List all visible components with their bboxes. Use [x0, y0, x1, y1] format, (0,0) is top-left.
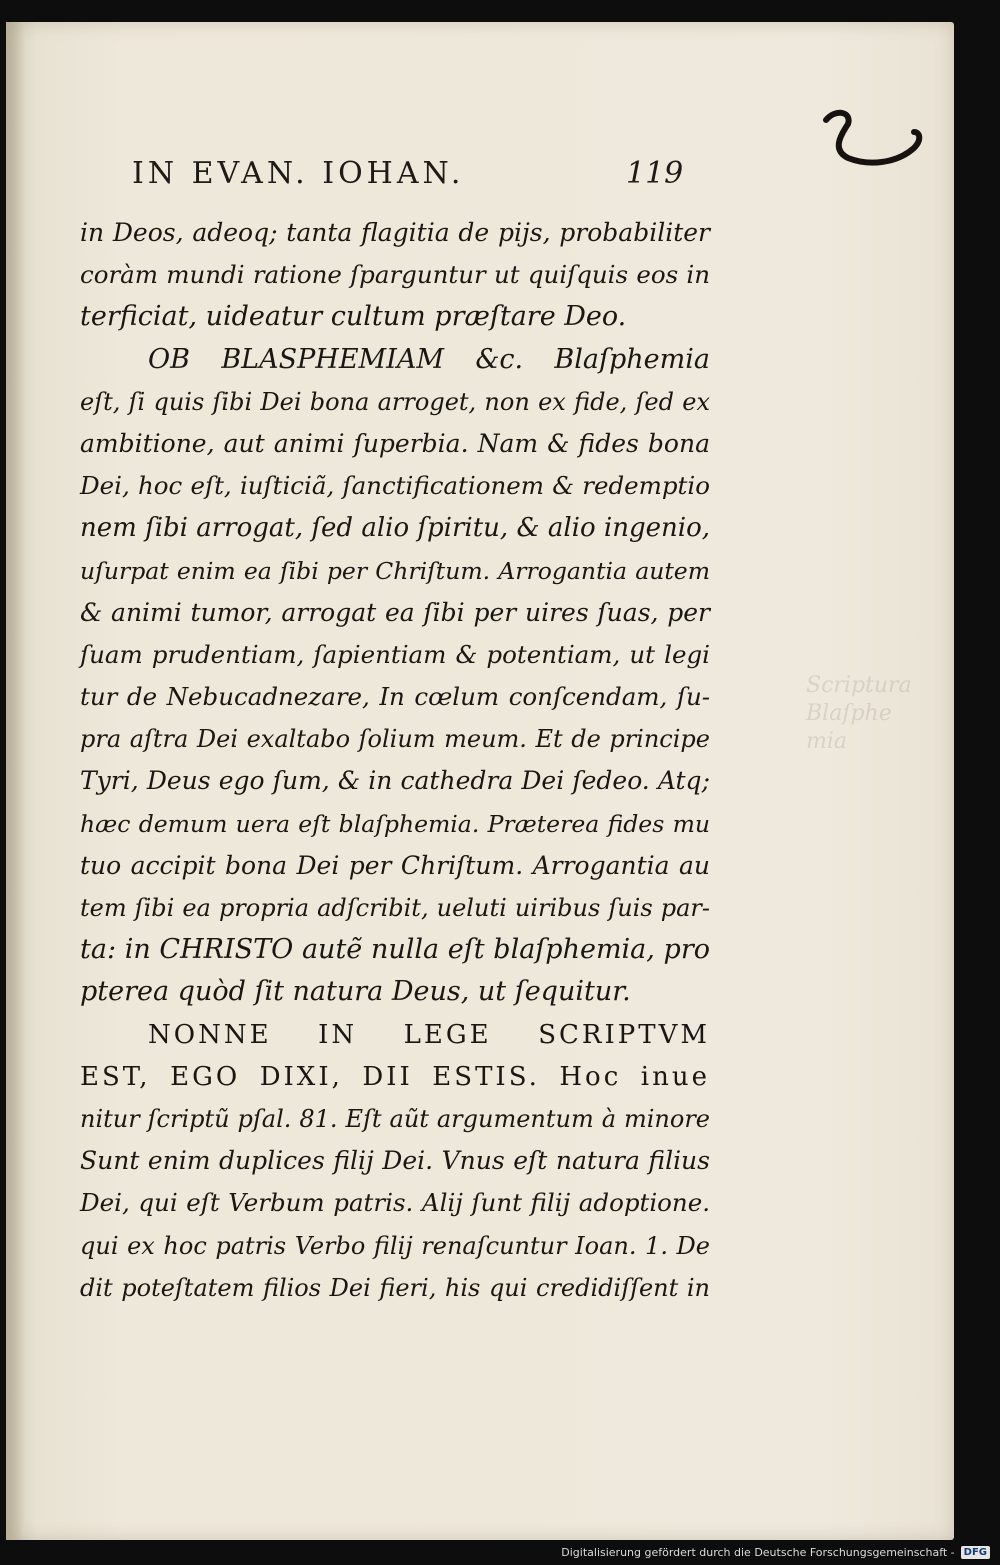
text-line: tur de Nebucadnezare, In cœlum conſcendam, ſu- [80, 682, 710, 712]
body-text [80, 212, 710, 1309]
text-line: Tyri, Deus ego ſum, & in cathedra Dei ſedeo. Atq; [80, 766, 710, 796]
book-page [6, 22, 954, 1540]
digitization-footer [561, 1543, 990, 1561]
text-line: eſt, ſi quis ſibi Dei bona arroget, non ex fide, ſed ex [80, 387, 710, 416]
running-title: IN EVAN. IOHAN. [132, 156, 465, 191]
text-line: & animi tumor, arrogat ea ſibi per uires ſuas, per [80, 597, 710, 627]
text-line: uſurpat enim ea ſibi per Chriſtum. Arrogantia autem [80, 556, 710, 585]
text-line: hæc demum uera eſt blaſphemia. Præterea fides mu [80, 809, 710, 838]
text-line: pterea quòd ſit natura Deus, ut ſequitur. [80, 976, 631, 1008]
text-line: Sunt enim duplices filij Dei. Vnus eſt natura filius [80, 1146, 710, 1176]
text-line: EST, EGO DIXI, DII ESTIS. Hoc inue [80, 1061, 710, 1092]
text-line: nem ſibi arrogat, ſed alio ſpiritu, & alio ingenio, [80, 513, 710, 544]
funding-credit: Digitalisierung gefördert durch die Deutsche Forschungsgemeinschaft - [561, 1545, 955, 1559]
text-line: dit poteſtatem filios Dei fieri, his qui credidiſſent in [80, 1273, 710, 1302]
page-number: 119 [626, 156, 684, 191]
text-line: coràm mundi ratione ſparguntur ut quiſquis eos in [80, 260, 710, 290]
text-line: NONNE IN LEGE SCRIPTVM [148, 1019, 710, 1050]
text-line: Dei, hoc eſt, iuſticiã, ſanctificationem & redemptio [80, 471, 710, 501]
text-line: qui ex hoc patris Verbo filij renaſcuntur Ioan. 1. De [80, 1231, 710, 1260]
text-line: Dei, qui eſt Verbum patris. Alij ſunt filij adoptione. [80, 1188, 710, 1218]
handwritten-ink-mark [818, 102, 928, 172]
dfg-logo: DFG [961, 1546, 990, 1559]
text-line: ſuam prudentiam, ſapientiam & potentiam, ut legi [80, 639, 710, 669]
text-line: ta: in CHRISTO autẽ nulla eſt blaſphemia, pro [80, 934, 710, 966]
text-line: OB BLASPHEMIAM &c. Blaſphemia [148, 343, 710, 375]
text-line: tem ſibi ea propria adſcribit, ueluti uiribus ſuis par- [80, 894, 710, 922]
bleed-through-text: Scriptura Blaſphe mia [806, 673, 912, 754]
text-line: in Deos, adeoq; tanta flagitia de pijs, probabiliter [80, 218, 710, 247]
running-header [132, 150, 684, 200]
text-line: ambitione, aut animi ſuperbia. Nam & fides bona [80, 428, 710, 458]
text-line: tuo accipit bona Dei per Chriſtum. Arrogantia au [80, 850, 710, 880]
text-line: pra aſtra Dei exaltabo ſolium meum. Et de principe [80, 725, 710, 754]
text-line: nitur ſcriptũ pſal. 81. Eſt aũt argumentum à minore [80, 1104, 710, 1133]
text-line: terficiat, uideatur cultum præſtare Deo. [80, 301, 627, 333]
